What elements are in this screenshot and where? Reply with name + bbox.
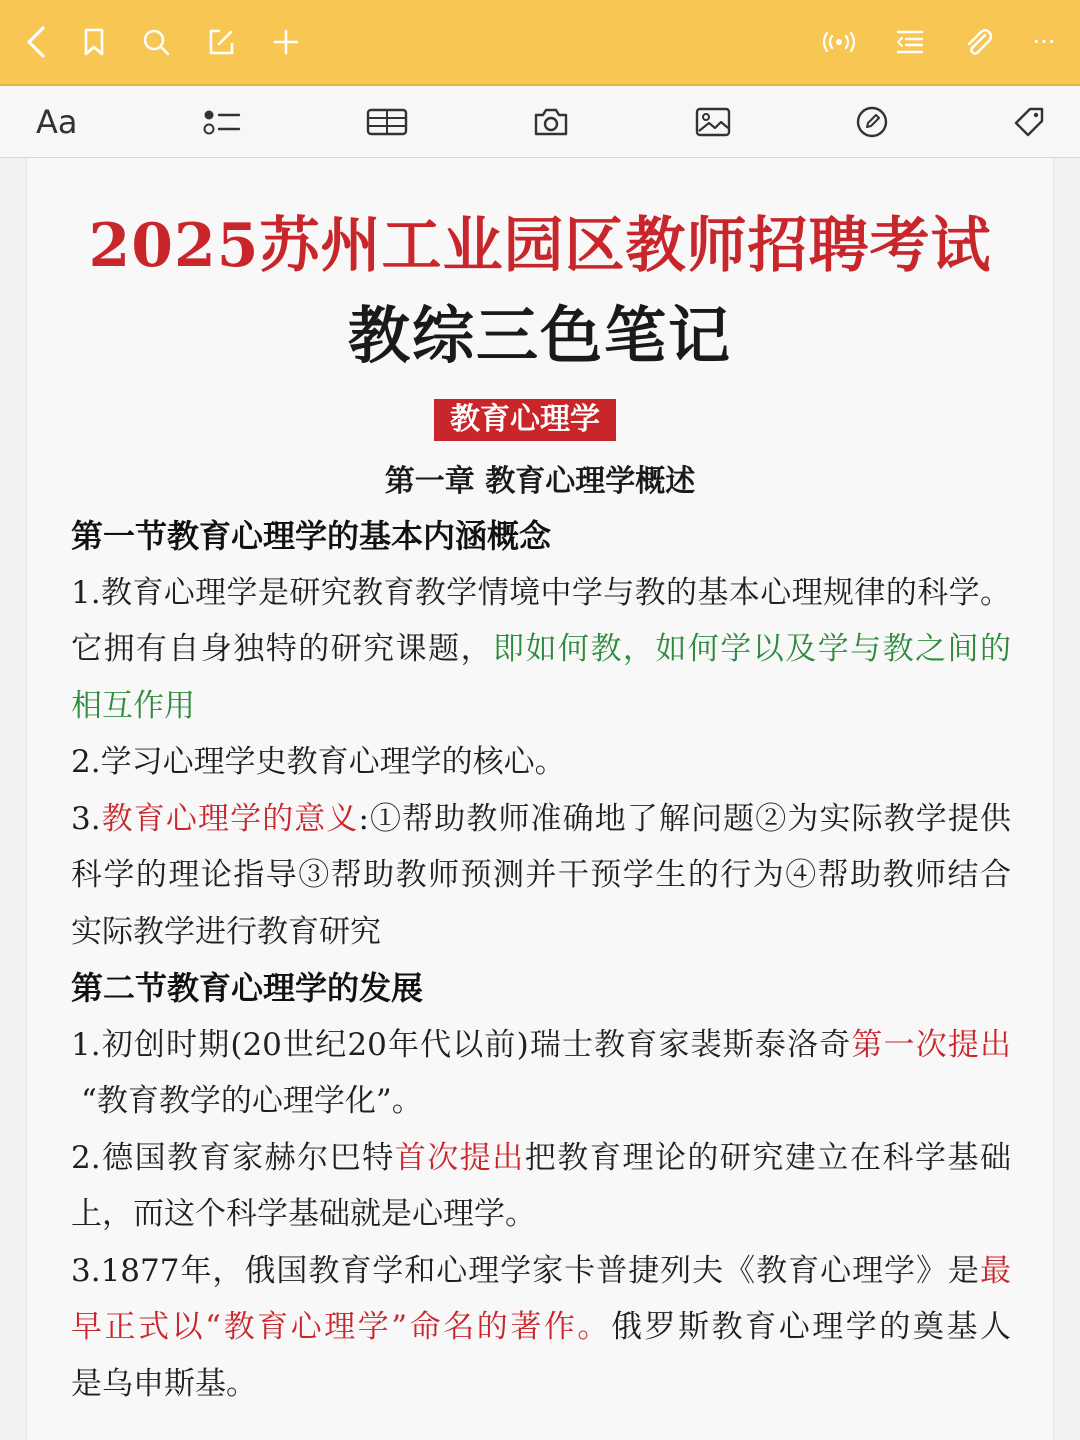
highlight-red: 第一次提出 <box>851 1026 1011 1063</box>
top-app-bar <box>0 0 1080 86</box>
text-span: 把教育理论的研究建立在科学基础 <box>524 1139 1011 1176</box>
paragraph-line <box>71 621 1011 678</box>
more-icon[interactable]: ··· <box>1032 28 1056 56</box>
note-title-line2: 教综三色笔记 <box>347 299 732 372</box>
highlight-green: 即如何教，如何学以及学与教之间的 <box>493 631 1011 667</box>
camera-icon[interactable] <box>532 100 570 144</box>
text-span: 它拥有自身独特的研究课题， <box>71 631 494 667</box>
paragraph-line <box>71 904 1011 961</box>
text-span: :①帮助教师准确地了解问题②为实际教学提供 <box>358 800 1011 837</box>
image-icon[interactable] <box>694 100 732 144</box>
paragraph-line <box>71 678 1011 735</box>
text-span: 科学的理论指导③帮助教师预测并干预学生的行为④帮助教师结合 <box>71 857 1011 893</box>
paragraph-line <box>71 791 1011 848</box>
outline-icon[interactable] <box>890 22 930 62</box>
paragraph-line <box>71 734 1011 791</box>
text-span: 是乌申斯基。 <box>71 1365 257 1402</box>
attachment-icon[interactable] <box>958 22 998 62</box>
section-heading: 第二节教育心理学的发展 <box>71 969 424 1007</box>
paragraph-line <box>71 1073 1011 1130</box>
search-icon[interactable] <box>136 22 176 62</box>
highlight-red: 最 <box>980 1252 1011 1289</box>
chapter-heading: 第一章 教育心理学概述 <box>384 464 696 499</box>
text-span: 上，而这个科学基础就是心理学。 <box>71 1196 536 1232</box>
highlight-red: 早正式以“教育心理学”命名的著作。 <box>71 1309 611 1345</box>
highlight-red: 教育心理学的意义 <box>100 800 359 837</box>
text-span: 1.教育心理学是研究教育教学情境中学与教的基本心理规律的科学。 <box>71 574 1011 611</box>
paragraph-line <box>71 1299 1011 1356</box>
text-span: 2.学习心理学史教育心理学的核心。 <box>71 744 566 780</box>
note-body[interactable] <box>71 508 1011 1412</box>
paragraph-line <box>71 1243 1011 1300</box>
paragraph-line <box>71 1130 1011 1187</box>
section-heading: 第一节教育心理学的基本内涵概念 <box>71 517 552 555</box>
checklist-icon[interactable] <box>203 100 241 144</box>
text-span: 1.初创时期(20世纪20年代以前)瑞士教育家裴斯泰洛奇 <box>71 1026 852 1063</box>
pencil-icon[interactable] <box>855 100 889 144</box>
formatting-toolbar <box>0 86 1080 158</box>
highlight-green: 相互作用 <box>71 687 195 724</box>
paragraph-line <box>71 565 1011 622</box>
text-span: 3. <box>71 800 101 837</box>
text-span: 2.德国教育家赫尔巴特 <box>71 1139 395 1176</box>
subject-tag: 教育心理学 <box>434 399 616 441</box>
bookmark-icon[interactable] <box>74 22 114 62</box>
paragraph-line <box>71 1356 1011 1413</box>
table-icon[interactable] <box>366 100 408 144</box>
note-title-line1: 2025苏州工业园区教师招聘考试 <box>88 211 992 281</box>
paragraph-line <box>71 1017 1011 1074</box>
tag-icon[interactable] <box>1012 100 1046 144</box>
text-span: “教育教学的心理学化”。 <box>81 1083 423 1119</box>
paragraph-line <box>71 847 1011 904</box>
text-span: 俄罗斯教育心理学的奠基人 <box>610 1309 1011 1345</box>
text-span: 3.1877年，俄国教育学和心理学家卡普捷列夫《教育心理学》是 <box>71 1252 980 1289</box>
broadcast-icon[interactable] <box>819 22 859 62</box>
font-style-button[interactable]: Aa <box>36 103 78 141</box>
highlight-red: 首次提出 <box>394 1139 525 1176</box>
edit-icon[interactable] <box>201 22 241 62</box>
add-icon[interactable] <box>266 22 306 62</box>
back-icon[interactable] <box>16 22 56 62</box>
text-span: 实际教学进行教育研究 <box>71 913 381 950</box>
paragraph-line <box>71 1186 1011 1243</box>
